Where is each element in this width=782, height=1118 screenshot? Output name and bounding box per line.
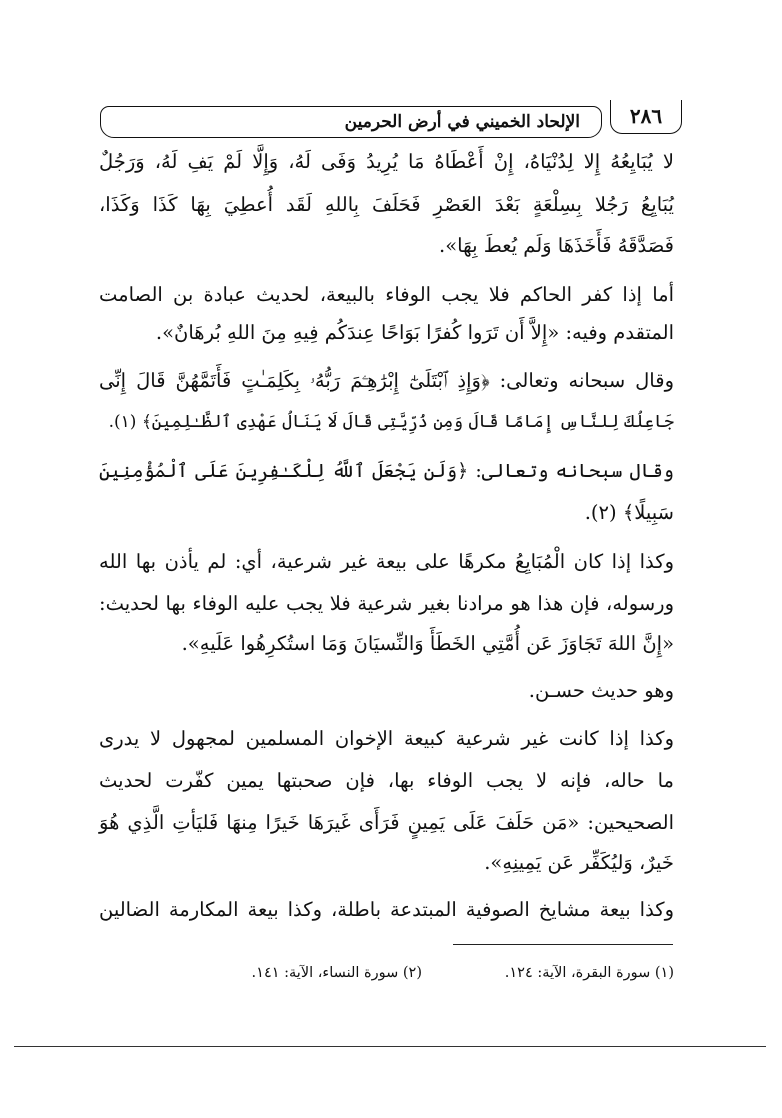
text-line-16: الصحيحين: «مَن حَلَفَ عَلَى يَمِينٍ فَرَأَى غَيرَهَا خَيرًا مِنهَا فَليَأتِ الَّذِي هُوَ: [99, 811, 674, 834]
running-header-title: الإلحاد الخميني في أرض الحرمين: [344, 112, 580, 132]
page-number: ٢٨٦: [629, 104, 663, 128]
text-line-7: جَاعِلُكَ لِلنَّاسِ إِمَامًا قَالَ وَمِن ذُرِّيَّتِى قَالَ لَا يَنَالُ عَهْدِى ٱلظَّـٰلِمِينَ﴾ (١).: [108, 412, 674, 432]
text-line-13: وهو حديث حسـن.: [528, 679, 674, 702]
page-bottom-rule: [14, 1046, 766, 1047]
text-line-9: سَبِيلًا﴾ (٢).: [584, 501, 674, 524]
text-line-5: المتقدم وفيه: «إِلاَّ أَن تَرَوا كُفرًا بَوَاحًا عِندَكُم فِيهِ مِنَ اللهِ بُرهَانٌ».: [155, 321, 674, 344]
text-line-2: يُبَايِعُ رَجُلا بِسِلْعَةٍ بَعْدَ العَصْرِ فَحَلَفَ بِاللهِ لَقَد أُعطِيَ بِهَا كَذَا وَكَذَا،: [99, 193, 674, 216]
text-line-4: أما إذا كفر الحاكم فلا يجب الوفاء بالبيعة، لحديث عبادة بن الصامت: [99, 283, 674, 306]
footnote-separator: [453, 944, 673, 945]
text-line-8: وقال سبحانه وتعالى: ﴿وَلَن يَجْعَلَ ٱللَّهُ لِلْكَـٰفِرِينَ عَلَى ٱلْمُؤْمِنِينَ: [99, 460, 674, 482]
text-line-18: وكذا بيعة مشايخ الصوفية المبتدعة باطلة، وكذا بيعة المكارمة الضالين: [99, 898, 674, 921]
text-line-10: وكذا إذا كان الْمُبَايِعُ مكرهًا على بيعة غير شرعية، أي: لم يأذن بها الله: [99, 550, 674, 573]
text-line-11: ورسوله، فإن هذا هو مرادنا بغير شرعية فلا يجب عليه الوفاء بها لحديث:: [99, 592, 674, 615]
text-line-15: ما حاله، فإنه لا يجب الوفاء بها، فإن صحبتها يمين كفّرت لحديث: [99, 769, 674, 792]
footnote-2: (٢) سورة النساء، الآية: ١٤١.: [251, 965, 422, 981]
text-line-14: وكذا إذا كانت غير شرعية كبيعة الإخوان المسلمين لمجهول لا يدرى: [99, 727, 674, 750]
text-line-1: لا يُبَايِعُهُ إِلا لِدُنْيَاهُ، إِنْ أَعْطَاهُ مَا يُرِيدُ وَفَى لَهُ، وَإِلَّا لَمْ يَفِ لَهُ، وَرَجُلٌ: [99, 150, 674, 173]
text-line-12: «إِنَّ اللهَ تَجَاوَزَ عَن أُمَّتِي الخَطَأَ وَالنِّسيَانَ وَمَا استُكرِهُوا عَلَيهِ».: [181, 632, 674, 655]
footnote-1: (١) سورة البقرة، الآية: ١٢٤.: [504, 965, 674, 981]
text-line-3: فَصَدَّقَهُ فَأَخَذَهَا وَلَم يُعطَ بِهَا».: [439, 234, 674, 257]
text-line-6: وقال سبحانه وتعالى: ﴿وَإِذِ ٱبْتَلَىٰٓ إِبْرَٰهِـۧمَ رَبُّهُۥ بِكَلِمَـٰتٍ فَأَتَمَّهُنَّ قَالَ إِنِّى: [99, 369, 674, 392]
text-line-17: خَيرٌ، وَليُكَفِّر عَن يَمِينِهِ».: [484, 851, 674, 874]
